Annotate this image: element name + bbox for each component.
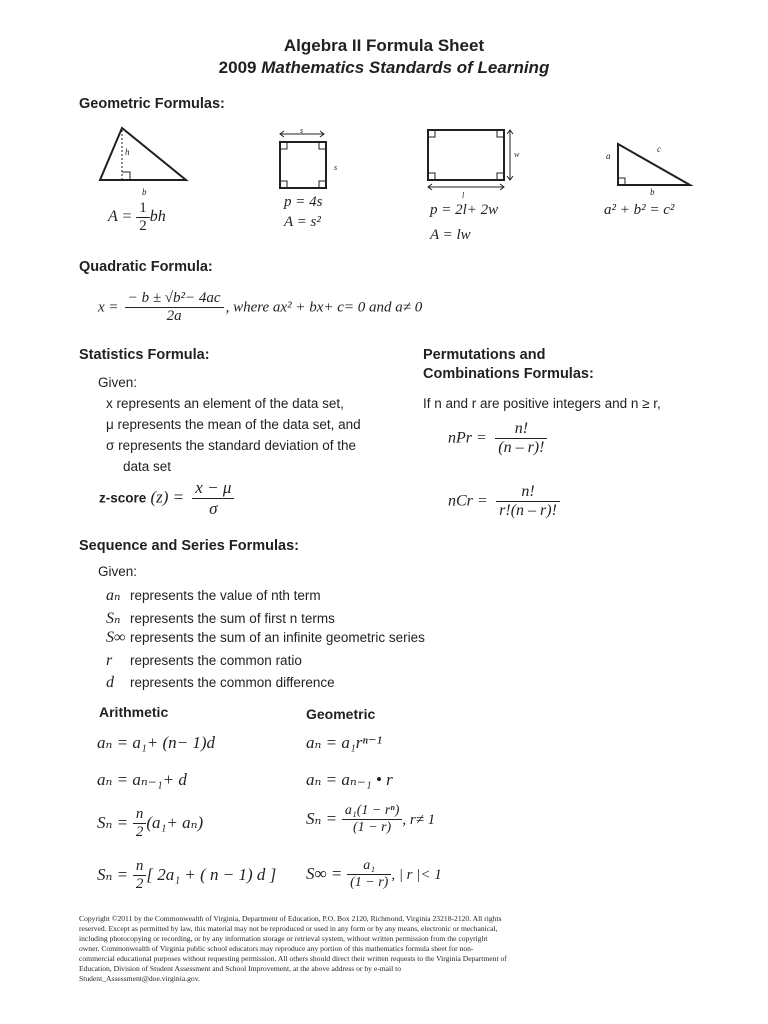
right-triangle-shape bbox=[618, 144, 690, 185]
permutations-heading-line-2: Combinations Formulas: bbox=[423, 366, 594, 382]
right-triangle-a-label: a bbox=[606, 151, 611, 161]
arithmetic-recursive-formula: aₙ = aₙ₋₁+ d bbox=[97, 770, 187, 789]
zscore-formula: z-score (z) = $\frac{x - \mu}{\sigma}$ bbox=[99, 478, 234, 519]
list-item: aₙ represents the value of nth term bbox=[106, 587, 321, 604]
list-item: r represents the common ratio bbox=[106, 652, 302, 669]
pythagorean-formula: a² + b² = c² bbox=[604, 202, 675, 218]
rectangle-perimeter-formula: p = 2l+ 2w bbox=[430, 202, 499, 218]
subtitle-year: 2009 bbox=[218, 58, 257, 77]
arithmetic-heading: Arithmetic bbox=[99, 704, 169, 720]
geometric-infinite-sum-formula: S∞ = $\frac{\text{a₁}}{(1 - r)}$ , | r |< 1 bbox=[306, 858, 442, 890]
triangle-right-angle bbox=[122, 172, 130, 180]
triangle-diagram bbox=[96, 124, 192, 200]
permutations-heading-line-1: Permutations and bbox=[423, 347, 546, 363]
combination-formula: nCr = $\frac{n!}{r!(n - r)!}$ bbox=[448, 483, 560, 520]
square-area-formula: A = s² bbox=[284, 214, 321, 230]
list-item: S∞ represents the sum of an infinite geometric series bbox=[106, 629, 425, 646]
geometric-heading: Geometric Formulas: bbox=[79, 96, 225, 112]
geometric-sum-formula: Sₙ = $\frac{\text{a₁(1 − rⁿ)}}{(1 - r)}$ , r≠ 1 bbox=[306, 803, 436, 835]
arithmetic-nth-term-formula: aₙ = a₁+ (n− 1)d bbox=[97, 733, 216, 752]
list-item: Sₙ represents the sum of first n terms bbox=[106, 610, 335, 627]
rectangle-diagram bbox=[424, 126, 524, 200]
page-title: Algebra II Formula Sheet bbox=[283, 36, 485, 55]
quadratic-heading: Quadratic Formula: bbox=[79, 259, 213, 275]
copyright-notice: Copyright ©2011 by the Commonwealth of Virginia, Department of Education, P.O. Box 2120, Richmond, Virginia 23218-2120. All rights reserved. Except as permitted by law, this material may not be reproduced or used in any form or by any means, electronic or mechanical, including photocopying or recording, or by any information storage or retrieval system, without written permission from the copyright owner. Commonwealth of Virginia public school educators may reproduce any portion of this mathematics formula sheet for non-commercial educational purposes without requesting permission. All others should direct their written requests to the Virginia Department of Education, Division of Student Assessment and School Improvement, at the above address or by e-mail to Student_Assessment@doe.virginia.gov. bbox=[79, 914, 507, 983]
rectangle-l-label: l bbox=[462, 191, 465, 200]
subtitle-text: Mathematics Standards of Learning bbox=[261, 58, 550, 77]
triangle-shape bbox=[100, 128, 186, 180]
rectangle-w-label: w bbox=[514, 150, 520, 159]
right-triangle-c-label: c bbox=[657, 144, 661, 154]
permutations-intro: If n and r are positive integers and n ≥ r, bbox=[423, 396, 661, 411]
statistics-heading: Statistics Formula: bbox=[79, 347, 210, 363]
arithmetic-sum-formula-2: Sₙ = $\frac{n}{2}$ [ 2a₁ + ( n − 1) d ] bbox=[97, 858, 277, 892]
right-triangle-b-label: b bbox=[650, 187, 655, 197]
geometric-recursive-formula: aₙ = aₙ₋₁ • r bbox=[306, 770, 393, 789]
page-subtitle bbox=[0, 58, 768, 78]
square-s-top-label: s bbox=[300, 128, 304, 135]
permutation-formula: nPr = $\frac{n!}{(n - r)!}$ bbox=[448, 420, 547, 457]
statistics-given: Given: bbox=[98, 375, 138, 390]
sequences-heading: Sequence and Series Formulas: bbox=[79, 538, 299, 554]
square-diagram bbox=[274, 128, 346, 196]
statistics-line-4: data set bbox=[123, 459, 172, 474]
geometric-nth-term-formula: aₙ = a₁rⁿ⁻¹ bbox=[306, 733, 382, 752]
geometric-series-heading: Geometric bbox=[306, 706, 376, 722]
triangle-area-formula: A = $\frac{1}{2}$ bh bbox=[108, 200, 166, 234]
arithmetic-sum-formula-1: Sₙ = $\frac{n}{2}$ (a₁+ aₙ) bbox=[97, 806, 204, 840]
triangle-h-label: h bbox=[125, 147, 130, 157]
statistics-line-3: σ represents the standard deviation of the bbox=[106, 438, 356, 453]
square-perimeter-formula: p = 4s bbox=[284, 194, 323, 210]
list-item: d represents the common difference bbox=[106, 674, 335, 691]
right-triangle-diagram bbox=[600, 140, 696, 200]
rectangle-shape bbox=[428, 130, 504, 180]
statistics-line-2: μ represents the mean of the data set, and bbox=[106, 417, 361, 432]
triangle-b-label: b bbox=[142, 187, 147, 197]
quadratic-formula: x = $\frac{\text{− b ± √b²− 4ac}}{2a}$ , where ax² + bx+ c= 0 and a≠ 0 bbox=[98, 290, 423, 324]
square-s-right-label: s bbox=[334, 163, 338, 172]
statistics-line-1: x represents an element of the data set, bbox=[106, 396, 344, 411]
sequences-given: Given: bbox=[98, 564, 138, 579]
rectangle-area-formula: A = lw bbox=[430, 227, 471, 243]
